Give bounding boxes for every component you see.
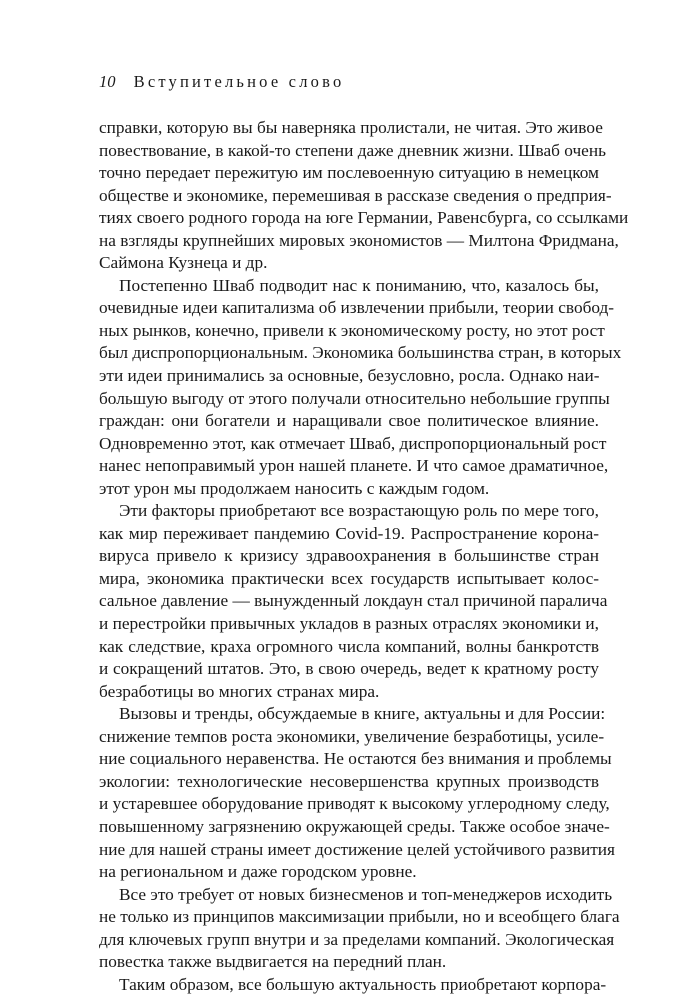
text-line: снижение темпов роста экономики, увеличение безработицы, усиле- [99,726,605,746]
text-line: этот урон мы продолжаем наносить с каждым годом. [99,478,490,498]
text-line: Одновременно этот, как отмечает Шваб, диспропорциональный рост [99,433,607,453]
text-line: и перестройки привычных укладов в разных отраслях экономики и, [99,614,599,634]
text-line: справки, которую вы бы наверняка пролистали, не читая. Это живое [99,118,603,137]
running-title: Вступительное слово [133,72,345,91]
text-line: Вызовы и тренды, обсуждаемые в книге, актуальны и для России: [119,704,606,724]
text-line: и устаревшее оборудование приводят к высокому углеродному следу, [99,794,610,814]
text-line: очевидные идеи капитализма об извлечении прибыли, теории свобод- [99,298,615,318]
text-line: мира, экономика практически всех государств испытывает колос- [99,568,599,588]
text-line: Все это требует от новых бизнесменов и топ-менеджеров исходить [119,884,613,904]
text-line: вируса привело к кризису здравоохранения в большинстве стран [99,546,599,566]
running-header [99,72,344,92]
text-line: был диспропорциональным. Экономика большинства стран, в которых [99,343,622,363]
text-line: повествование, в какой-то степени даже дневник жизни. Шваб очень [99,140,606,160]
text-line: большую выгоду от этого получали относительно небольшие группы [99,388,610,408]
text-line: безработицы во многих странах мира. [99,681,380,701]
text-line: для ключевых групп внутри и за пределами компаний. Экологическая [99,929,615,949]
text-line: экологии: технологические несовершенства крупных производств [99,771,599,791]
text-line: на региональном и даже городском уровне. [99,862,417,882]
text-line: граждан: они богатели и наращивали свое политическое влияние. [99,411,599,431]
text-line: Постепенно Шваб подводит нас к пониманию, что, казалось бы, [119,275,599,295]
text-line: нанес непоправимый урон нашей планете. И что самое драматичное, [99,456,609,476]
text-line: ние социального неравенства. Не остаются без внимания и проблемы [99,749,612,769]
text-line: не только из принципов максимизации прибыли, но и всеобщего блага [99,907,620,927]
text-line: повышенному загрязнению окружающей среды. Также особое значе- [99,816,610,836]
text-line: ние для нашей страны имеет достижение целей устойчивого развития [99,839,615,859]
text-line: обществе и экономике, перемешивая в рассказе сведения о предприя- [99,185,612,205]
text-line: точно передает пережитую им послевоенную ситуацию в немецком [99,163,599,183]
text-line: как мир переживает пандемию Covid-19. Распространение корона- [99,523,599,543]
body-text [99,117,629,996]
text-line: сальное давление — вынужденный локдаун стал причиной паралича [99,591,608,611]
text-line: как следствие, краха огромного числа компаний, волны банкротств [99,636,599,656]
page-number: 10 [99,72,116,91]
text-line: на взгляды крупнейших мировых экономистов — Милтона Фридмана, [99,230,619,250]
text-line: тиях своего родного города на юге Германии, Равенсбурга, со ссылками [99,208,629,228]
text-line: Эти факторы приобретают все возрастающую роль по мере того, [119,501,599,521]
text-line: эти идеи принимались за основные, безусловно, росла. Однако наи- [99,366,600,386]
text-line: Таким образом, все большую актуальность приобретают корпора- [119,974,607,994]
text-line: повестка также выдвигается на передний план. [99,952,447,972]
text-line: и сокращений штатов. Это, в свою очередь, ведет к кратному росту [99,659,599,679]
text-line: ных рынков, конечно, привели к экономическому росту, но этот рост [99,320,605,340]
text-line: Саймона Кузнеца и др. [99,253,268,273]
